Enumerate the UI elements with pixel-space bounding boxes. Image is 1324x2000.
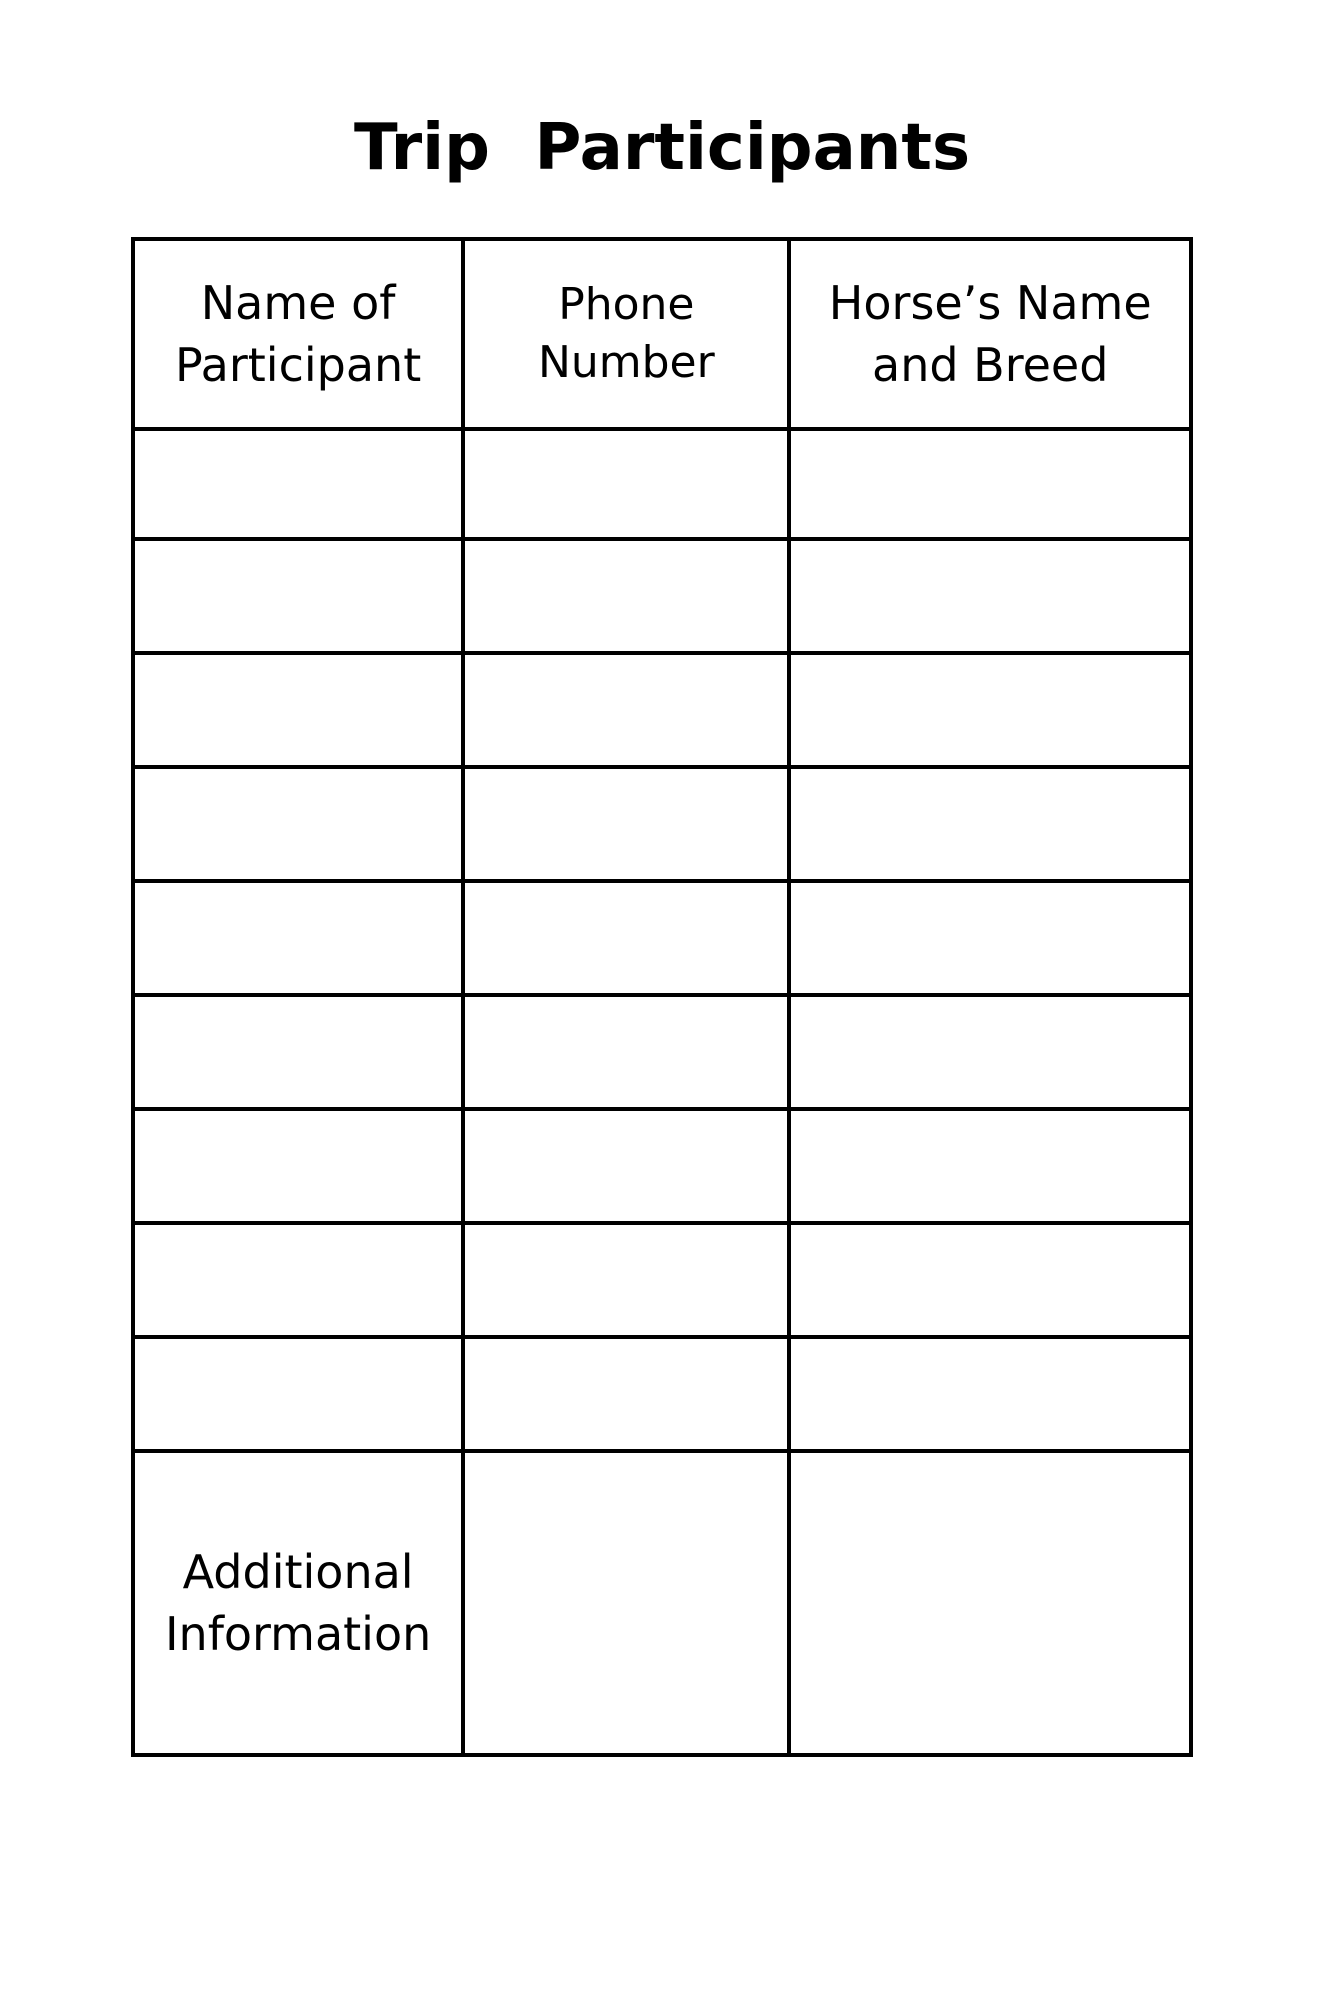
header-horse-line2: and Breed <box>872 338 1109 392</box>
table-row <box>133 881 1191 995</box>
table-row <box>133 767 1191 881</box>
page-title: Trip Participants <box>353 111 971 185</box>
table-row <box>133 1337 1191 1451</box>
phone-number-field[interactable] <box>463 881 789 995</box>
table-row <box>133 429 1191 539</box>
additional-line2: Information <box>164 1607 432 1661</box>
header-name-of-participant <box>133 239 463 429</box>
table-row <box>133 653 1191 767</box>
participant-name-field[interactable] <box>133 539 463 653</box>
participant-name-field[interactable] <box>133 767 463 881</box>
header-horse-line1: Horse’s Name <box>828 276 1152 330</box>
additional-information-label <box>133 1451 463 1755</box>
phone-number-field[interactable] <box>463 1337 789 1451</box>
phone-number-field[interactable] <box>463 1109 789 1223</box>
phone-number-field[interactable] <box>463 995 789 1109</box>
participant-name-field[interactable] <box>133 429 463 539</box>
header-phone-line1: Phone <box>558 279 695 330</box>
header-phone-number <box>463 239 789 429</box>
horse-name-breed-field[interactable] <box>789 653 1191 767</box>
participant-name-field[interactable] <box>133 653 463 767</box>
additional-line1: Additional <box>182 1545 414 1599</box>
participant-name-field[interactable] <box>133 1337 463 1451</box>
table-row <box>133 1109 1191 1223</box>
phone-number-field[interactable] <box>463 767 789 881</box>
participant-name-field[interactable] <box>133 1223 463 1337</box>
horse-name-breed-field[interactable] <box>789 539 1191 653</box>
entry-rows <box>133 429 1191 1451</box>
phone-number-field[interactable] <box>463 653 789 767</box>
horse-name-breed-field[interactable] <box>789 995 1191 1109</box>
additional-information-row <box>133 1451 1191 1755</box>
horse-name-breed-field[interactable] <box>789 1337 1191 1451</box>
horse-name-breed-field[interactable] <box>789 1223 1191 1337</box>
phone-number-field[interactable] <box>463 429 789 539</box>
table-row <box>133 1223 1191 1337</box>
horse-name-breed-field[interactable] <box>789 767 1191 881</box>
additional-information-field-2[interactable] <box>463 1451 789 1755</box>
participant-name-field[interactable] <box>133 1109 463 1223</box>
additional-information-field-3[interactable] <box>789 1451 1191 1755</box>
table-header-row <box>133 239 1191 429</box>
phone-number-field[interactable] <box>463 1223 789 1337</box>
header-name-line2: Participant <box>174 338 422 392</box>
table-row <box>133 995 1191 1109</box>
horse-name-breed-field[interactable] <box>789 1109 1191 1223</box>
table-row <box>133 539 1191 653</box>
header-phone-line2: Number <box>537 337 715 388</box>
participant-name-field[interactable] <box>133 995 463 1109</box>
phone-number-field[interactable] <box>463 539 789 653</box>
header-horse-name-and-breed <box>789 239 1191 429</box>
horse-name-breed-field[interactable] <box>789 881 1191 995</box>
header-name-line1: Name of <box>200 276 396 330</box>
participants-table <box>131 237 1193 1757</box>
participant-name-field[interactable] <box>133 881 463 995</box>
horse-name-breed-field[interactable] <box>789 429 1191 539</box>
